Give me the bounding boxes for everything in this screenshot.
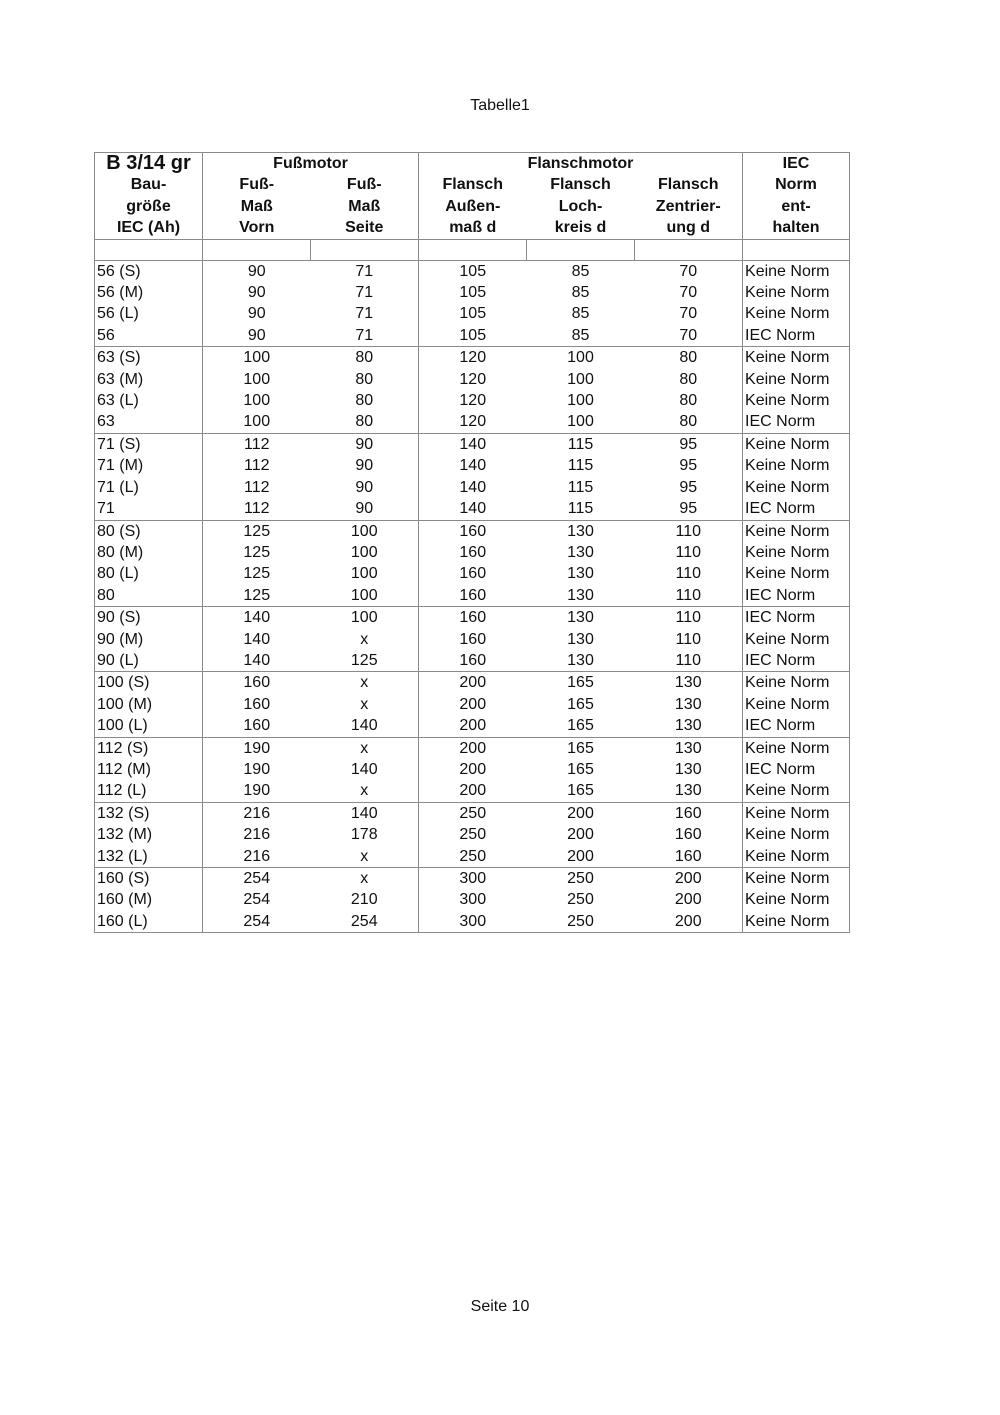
table-row [95,868,850,890]
cell-flansch-aussenmass: 200 [459,739,487,757]
cell-fuss-mass-seite: 140 [311,759,419,780]
cell-flansch-zentrierung: 130 [635,759,743,780]
cell-baugroesse: 112 (L) [95,780,203,802]
table-row [95,650,850,672]
cell-flansch-zentrierung: 80 [635,390,743,411]
cell-flansch-lochkreis: 85 [527,325,635,347]
cell-flansch-zentrierung: 70 [635,303,743,324]
cell-flansch-zentrierung: 110 [635,650,743,672]
cell-flansch-zentrierung: 95 [635,498,743,520]
cell-baugroesse: 100 (L) [95,715,203,737]
cell-fuss-mass-vorn: 190 [243,760,271,778]
cell-flansch-lochkreis: 165 [567,760,594,778]
table-row [95,303,850,324]
cell-flansch-lochkreis: 130 [527,650,635,672]
cell-fuss-mass-seite: 90 [311,433,419,455]
cell-baugroesse: 71 (L) [95,477,203,498]
cell-flansch-aussenmass: 105 [459,284,487,302]
table-row [95,846,850,868]
cell-fuss-mass-vorn: 216 [243,804,271,822]
cell-fuss-mass-seite: 100 [311,563,419,584]
cell-flansch-lochkreis: 165 [567,674,594,692]
cell-flansch-lochkreis: 100 [567,370,594,388]
cell-flansch-zentrierung: 130 [635,737,743,759]
cell-flansch-aussenmass: 120 [459,349,487,367]
cell-fuss-mass-vorn: 140 [243,630,271,648]
cell-fuss-mass-vorn: 90 [247,284,266,302]
col-header-iec-line-4: halten [743,217,850,239]
cell-flansch-lochkreis: 200 [567,804,594,822]
cell-baugroesse: 112 (M) [95,759,203,780]
cell-flansch-aussenmass: 120 [459,370,487,388]
cell-fuss-mass-seite: x [311,629,419,650]
cell-flansch-lochkreis: 130 [567,565,594,583]
cell-iec-norm: IEC Norm [743,650,850,672]
cell-flansch-aussenmass: 105 [419,325,527,347]
cell-flansch-zentrierung: 130 [635,715,743,737]
cell-flansch-zentrierung: 160 [635,846,743,868]
cell-fuss-mass-vorn: 140 [203,650,311,672]
cell-fuss-mass-vorn: 160 [203,715,311,737]
table-row [95,411,850,433]
cell-iec-norm: Keine Norm [743,303,850,324]
cell-flansch-zentrierung: 110 [635,585,743,607]
cell-fuss-mass-seite: 80 [311,369,419,390]
cell-flansch-lochkreis: 130 [567,630,594,648]
cell-baugroesse: 71 [95,498,203,520]
table-body [95,260,850,933]
cell-flansch-aussenmass: 200 [459,695,487,713]
table-row [95,715,850,737]
col-header-flansch-aussen-line-2: Außen- [445,197,501,215]
cell-flansch-zentrierung: 110 [635,542,743,563]
cell-baugroesse: 80 [95,585,203,607]
cell-flansch-aussenmass: 140 [459,435,487,453]
cell-iec-norm: IEC Norm [743,759,850,780]
cell-flansch-aussenmass: 140 [419,498,527,520]
cell-baugroesse: 71 (S) [95,433,203,455]
table-row [95,802,850,824]
cell-flansch-lochkreis: 100 [567,349,594,367]
cell-iec-norm: Keine Norm [743,260,850,282]
cell-flansch-zentrierung: 160 [635,802,743,824]
cell-flansch-lochkreis: 130 [567,522,594,540]
cell-baugroesse: 63 [95,411,203,433]
cell-baugroesse: 80 (S) [95,520,203,542]
cell-fuss-mass-vorn: 125 [243,565,271,583]
cell-iec-norm: IEC Norm [743,411,850,433]
table-row [95,911,850,933]
cell-fuss-mass-vorn: 254 [243,891,271,909]
cell-flansch-aussenmass: 105 [459,262,487,280]
cell-fuss-mass-vorn: 190 [243,739,271,757]
cell-baugroesse: 90 (S) [95,607,203,629]
cell-baugroesse: 71 (M) [95,455,203,476]
cell-flansch-aussenmass: 120 [419,411,527,433]
cell-iec-norm: Keine Norm [743,780,850,802]
cell-baugroesse: 80 (L) [95,563,203,584]
cell-fuss-mass-seite: 100 [311,520,419,542]
cell-iec-norm: Keine Norm [743,911,850,933]
sheet-title: Tabelle1 [470,97,530,114]
group-header-fussmotor: Fußmotor [203,153,419,175]
cell-iec-norm: Keine Norm [743,433,850,455]
cell-flansch-lochkreis: 200 [567,826,594,844]
motor-dimensions-table [94,152,850,933]
col-header-baugroesse-line-3: IEC (Ah) [95,217,203,239]
cell-fuss-mass-seite: 71 [311,303,419,324]
cell-fuss-mass-seite: x [311,780,419,802]
cell-fuss-mass-vorn: 112 [243,478,270,496]
spacer-cell [203,239,311,260]
cell-fuss-mass-seite: 80 [311,390,419,411]
cell-flansch-zentrierung: 200 [635,868,743,890]
cell-fuss-mass-seite: 210 [311,889,419,910]
cell-flansch-lochkreis: 130 [567,543,594,561]
cell-fuss-mass-vorn: 90 [203,325,311,347]
table-row [95,563,850,584]
table-row [95,672,850,694]
cell-flansch-aussenmass: 160 [459,543,487,561]
cell-iec-norm: Keine Norm [743,694,850,715]
cell-flansch-lochkreis: 115 [527,498,635,520]
col-header-flansch-zentrier-line-3: ung d [635,217,743,239]
table-row [95,455,850,476]
cell-flansch-lochkreis: 165 [567,695,594,713]
table-row [95,498,850,520]
table-row [95,282,850,303]
table-row [95,520,850,542]
cell-flansch-zentrierung: 95 [635,477,743,498]
col-header-fuss-seite-line-2: Maß [311,196,419,217]
cell-baugroesse: 160 (S) [95,868,203,890]
col-header-iec-line-2: Norm [743,174,850,195]
cell-flansch-aussenmass: 200 [419,780,527,802]
table-row [95,433,850,455]
table-title: B 3/14 gr [95,153,203,175]
table-row [95,824,850,845]
cell-baugroesse: 100 (M) [95,694,203,715]
spacer-cell [419,239,527,260]
cell-flansch-aussenmass: 200 [459,760,487,778]
cell-flansch-aussenmass: 120 [459,392,487,410]
spacer-cell [95,239,203,260]
cell-flansch-zentrierung: 110 [635,520,743,542]
cell-fuss-mass-vorn: 90 [247,305,266,323]
cell-flansch-aussenmass: 160 [459,630,487,648]
cell-iec-norm: Keine Norm [743,672,850,694]
cell-flansch-aussenmass: 160 [459,565,487,583]
cell-fuss-mass-seite: 90 [311,498,419,520]
cell-baugroesse: 112 (S) [95,737,203,759]
col-header-baugroesse-line-2: größe [95,196,203,217]
cell-baugroesse: 63 (L) [95,390,203,411]
col-header-flansch-loch-line-2: Loch- [558,197,603,215]
cell-fuss-mass-vorn: 100 [243,370,271,388]
cell-iec-norm: Keine Norm [743,846,850,868]
cell-flansch-lochkreis: 250 [527,911,635,933]
cell-baugroesse: 56 (S) [95,260,203,282]
cell-fuss-mass-seite: x [311,846,419,868]
cell-flansch-aussenmass: 160 [419,650,527,672]
cell-flansch-zentrierung: 130 [635,694,743,715]
cell-fuss-mass-vorn: 254 [203,911,311,933]
cell-iec-norm: Keine Norm [743,369,850,390]
col-header-fuss-vorn-line-1: Fuß- [239,176,275,194]
cell-fuss-mass-seite: 80 [311,347,419,369]
cell-fuss-mass-seite: 71 [311,282,419,303]
cell-fuss-mass-seite: 254 [311,911,419,933]
col-header-flansch-aussen-line-3: maß d [419,217,527,239]
cell-fuss-mass-seite: 125 [311,650,419,672]
cell-flansch-zentrierung: 200 [635,911,743,933]
cell-flansch-aussenmass: 160 [459,522,487,540]
cell-fuss-mass-seite: x [311,672,419,694]
cell-flansch-zentrierung: 200 [635,889,743,910]
cell-flansch-aussenmass: 250 [459,826,487,844]
cell-flansch-lochkreis: 130 [527,585,635,607]
col-header-fuss-vorn-line-2: Maß [240,197,273,215]
cell-flansch-aussenmass: 200 [459,674,487,692]
cell-fuss-mass-seite: 178 [311,824,419,845]
table-row [95,737,850,759]
cell-iec-norm: IEC Norm [743,585,850,607]
cell-iec-norm: Keine Norm [743,520,850,542]
cell-baugroesse: 132 (S) [95,802,203,824]
table-header [95,153,850,261]
cell-flansch-zentrierung: 70 [635,282,743,303]
spacer-cell [743,239,850,260]
cell-fuss-mass-seite: x [311,694,419,715]
cell-iec-norm: IEC Norm [743,498,850,520]
cell-flansch-lochkreis: 115 [567,478,594,496]
cell-baugroesse: 100 (S) [95,672,203,694]
group-header-flanschmotor: Flanschmotor [419,153,743,175]
col-header-flansch-loch-line-1: Flansch [550,176,611,194]
cell-iec-norm: IEC Norm [743,715,850,737]
cell-flansch-lochkreis: 130 [567,609,594,627]
cell-fuss-mass-vorn: 112 [203,498,311,520]
cell-fuss-mass-vorn: 125 [203,585,311,607]
cell-iec-norm: Keine Norm [743,347,850,369]
cell-flansch-lochkreis: 250 [567,891,594,909]
cell-fuss-mass-vorn: 216 [203,846,311,868]
cell-flansch-zentrierung: 110 [635,563,743,584]
table-row [95,347,850,369]
cell-baugroesse: 160 (L) [95,911,203,933]
cell-flansch-lochkreis: 85 [571,262,590,280]
table-row [95,759,850,780]
spacer-cell [527,239,635,260]
cell-flansch-aussenmass: 140 [459,457,487,475]
cell-flansch-aussenmass: 105 [459,305,487,323]
cell-flansch-lochkreis: 100 [527,411,635,433]
cell-flansch-lochkreis: 165 [567,739,594,757]
cell-flansch-zentrierung: 95 [635,433,743,455]
cell-iec-norm: Keine Norm [743,542,850,563]
table-row [95,585,850,607]
table-row [95,694,850,715]
cell-flansch-lochkreis: 165 [527,715,635,737]
cell-iec-norm: Keine Norm [743,455,850,476]
cell-fuss-mass-seite: 90 [311,455,419,476]
cell-flansch-aussenmass: 160 [459,609,487,627]
cell-iec-norm: Keine Norm [743,477,850,498]
cell-flansch-aussenmass: 140 [459,478,487,496]
cell-fuss-mass-seite: x [311,737,419,759]
col-header-flansch-zentrier-line-1: Flansch [635,174,743,195]
cell-flansch-zentrierung: 80 [635,347,743,369]
cell-baugroesse: 56 (M) [95,282,203,303]
cell-flansch-aussenmass: 250 [459,804,487,822]
col-header-fuss-vorn-line-3: Vorn [203,217,311,239]
spacer-row [95,239,850,260]
cell-flansch-zentrierung: 130 [635,780,743,802]
cell-iec-norm: Keine Norm [743,563,850,584]
table-row [95,325,850,347]
col-header-fuss-seite-line-1: Fuß- [311,174,419,195]
cell-fuss-mass-seite: 140 [311,802,419,824]
cell-iec-norm: Keine Norm [743,868,850,890]
cell-baugroesse: 56 (L) [95,303,203,324]
cell-flansch-aussenmass: 300 [459,870,487,887]
cell-flansch-zentrierung: 95 [635,455,743,476]
cell-fuss-mass-vorn: 254 [243,870,271,887]
cell-fuss-mass-seite: x [311,868,419,890]
cell-iec-norm: Keine Norm [743,282,850,303]
cell-fuss-mass-vorn: 125 [243,522,271,540]
cell-flansch-lochkreis: 115 [567,435,594,453]
cell-flansch-zentrierung: 110 [635,629,743,650]
table-row [95,260,850,282]
cell-flansch-lochkreis: 200 [527,846,635,868]
col-header-iec-line-3: ent- [743,196,850,217]
cell-flansch-lochkreis: 115 [567,457,594,475]
cell-flansch-zentrierung: 70 [635,325,743,347]
cell-fuss-mass-seite: 80 [311,411,419,433]
cell-fuss-mass-seite: 100 [311,542,419,563]
table-row [95,369,850,390]
cell-flansch-zentrierung: 110 [635,607,743,629]
cell-flansch-aussenmass: 250 [419,846,527,868]
page-footer: Seite 10 [470,1298,530,1315]
cell-fuss-mass-vorn: 100 [203,411,311,433]
cell-flansch-lochkreis: 85 [571,284,590,302]
cell-iec-norm: IEC Norm [743,325,850,347]
cell-fuss-mass-vorn: 112 [243,457,270,475]
cell-baugroesse: 132 (L) [95,846,203,868]
cell-fuss-mass-seite: 100 [311,607,419,629]
table-row [95,889,850,910]
cell-fuss-mass-seite: 90 [311,477,419,498]
table-row [95,629,850,650]
col-header-fuss-seite-line-3: Seite [311,217,419,239]
cell-flansch-lochkreis: 165 [527,780,635,802]
cell-fuss-mass-vorn: 140 [243,609,271,627]
cell-baugroesse: 80 (M) [95,542,203,563]
cell-fuss-mass-vorn: 100 [243,349,271,367]
cell-baugroesse: 90 (M) [95,629,203,650]
cell-iec-norm: Keine Norm [743,629,850,650]
cell-flansch-aussenmass: 160 [419,585,527,607]
cell-baugroesse: 90 (L) [95,650,203,672]
cell-flansch-aussenmass: 300 [419,911,527,933]
table-row [95,390,850,411]
cell-flansch-zentrierung: 160 [635,824,743,845]
cell-flansch-zentrierung: 80 [635,369,743,390]
cell-baugroesse: 160 (M) [95,889,203,910]
col-header-flansch-loch-line-3: kreis d [527,217,635,239]
table-row [95,780,850,802]
cell-fuss-mass-seite: 71 [311,260,419,282]
cell-fuss-mass-vorn: 100 [243,392,271,410]
cell-fuss-mass-vorn: 160 [243,695,271,713]
cell-fuss-mass-vorn: 190 [203,780,311,802]
cell-fuss-mass-vorn: 160 [243,674,271,692]
cell-flansch-zentrierung: 130 [635,672,743,694]
table-row [95,542,850,563]
cell-flansch-zentrierung: 70 [635,260,743,282]
cell-iec-norm: Keine Norm [743,737,850,759]
table-row [95,607,850,629]
cell-fuss-mass-vorn: 90 [247,262,266,280]
cell-fuss-mass-vorn: 112 [243,435,270,453]
spacer-cell [311,239,419,260]
cell-baugroesse: 56 [95,325,203,347]
cell-iec-norm: Keine Norm [743,390,850,411]
spacer-cell [635,239,743,260]
cell-fuss-mass-vorn: 125 [243,543,271,561]
cell-baugroesse: 63 (S) [95,347,203,369]
cell-baugroesse: 63 (M) [95,369,203,390]
cell-fuss-mass-seite: 140 [311,715,419,737]
table-row [95,477,850,498]
cell-flansch-aussenmass: 200 [419,715,527,737]
cell-fuss-mass-seite: 100 [311,585,419,607]
col-header-baugroesse-line-1: Bau- [95,174,203,195]
col-header-iec-line-1: IEC [743,153,850,175]
cell-fuss-mass-vorn: 216 [243,826,271,844]
cell-iec-norm: Keine Norm [743,802,850,824]
cell-flansch-zentrierung: 80 [635,411,743,433]
cell-fuss-mass-seite: 71 [311,325,419,347]
cell-flansch-lochkreis: 85 [571,305,590,323]
cell-flansch-aussenmass: 300 [459,891,487,909]
cell-baugroesse: 132 (M) [95,824,203,845]
col-header-flansch-zentrier-line-2: Zentrier- [635,196,743,217]
cell-iec-norm: Keine Norm [743,824,850,845]
cell-flansch-lochkreis: 100 [567,392,594,410]
cell-iec-norm: IEC Norm [743,607,850,629]
cell-flansch-lochkreis: 250 [567,870,594,887]
cell-iec-norm: Keine Norm [743,889,850,910]
col-header-flansch-aussen-line-1: Flansch [442,176,503,194]
